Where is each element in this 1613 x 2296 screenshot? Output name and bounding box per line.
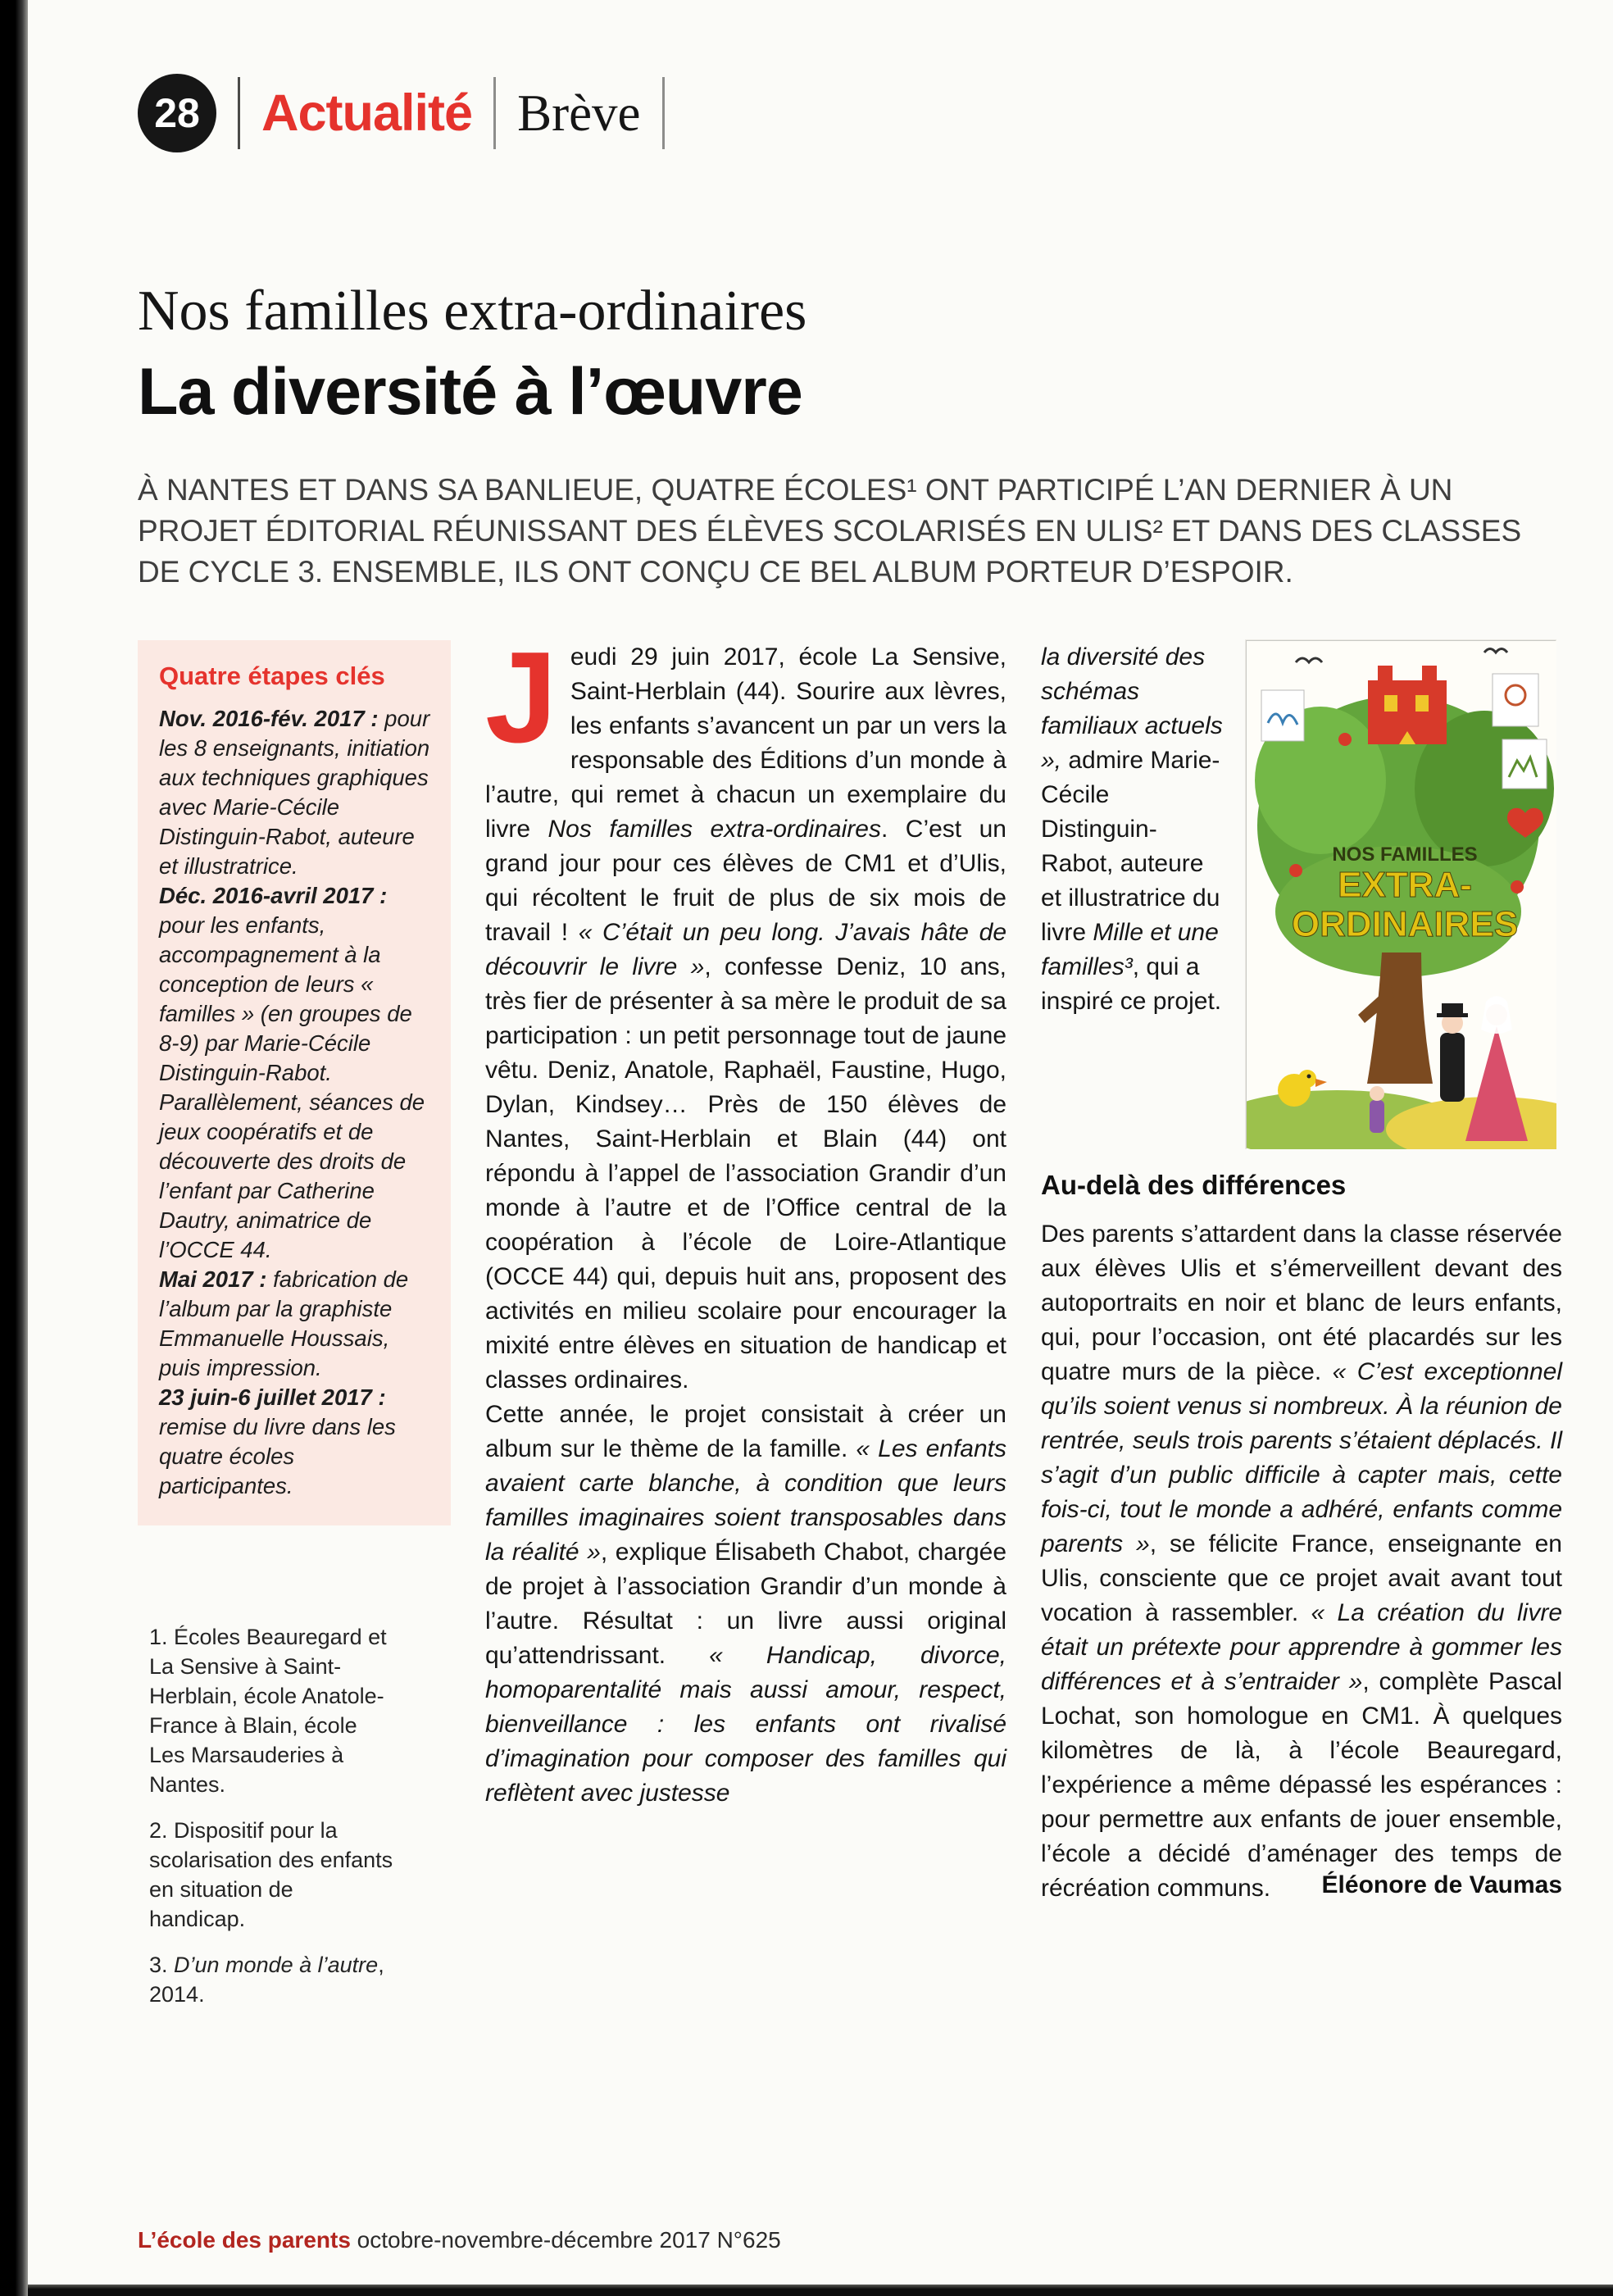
footnote-3: 3. D’un monde à l’autre, 2014. xyxy=(149,1953,384,2007)
middle-column xyxy=(485,625,1007,2025)
key-step-item xyxy=(159,881,431,1265)
drop-cap: J xyxy=(485,625,557,770)
key-step-item xyxy=(159,704,431,881)
scan-edge-bottom xyxy=(0,2285,1613,2296)
footnotes xyxy=(149,1622,395,2009)
article-headline: La diversité à l’œuvre xyxy=(138,355,802,429)
author-byline: Éléonore de Vaumas xyxy=(1321,1871,1562,1898)
section-label: Actualité xyxy=(261,84,473,142)
key-steps-title: Quatre étapes clés xyxy=(159,662,385,690)
right-column xyxy=(1041,640,1562,2025)
right-top-block xyxy=(1041,640,1562,1148)
article-paragraph-2: Cette année, le projet consistait à créer un album sur le thème de la famille. « Les enfants avaient carte blanche, à condition que leurs familles imaginaires soient transposables dans la réalité », explique Élisabeth Chabot, chargée de projet à l’association Grandir d’un monde à l’autre. Résultat : un livre aussi original qu’attendrissant. « Handicap, divorce, homoparentalité mais aussi amour, respect, bienveillance : les enfants ont rivalisé d’imagination pour composer des familles qui reflètent avec justesse xyxy=(485,1401,1007,1807)
key-step-date: Déc. 2016-avril 2017 : xyxy=(159,883,388,908)
article-kicker: Nos familles extra-ordinaires xyxy=(138,280,807,343)
book-title-line-2: EXTRA- xyxy=(1338,865,1472,905)
left-column xyxy=(138,640,451,2025)
key-steps-box xyxy=(138,640,451,1525)
key-step-date: Nov. 2016-fév. 2017 : xyxy=(159,706,379,731)
key-step-text: fabrication de l’album par la graphiste Emmanuelle Houssais, puis impression. xyxy=(159,1266,409,1380)
page-footer xyxy=(138,2227,781,2253)
header-divider xyxy=(493,77,496,149)
key-step-item xyxy=(159,1265,431,1383)
header-divider xyxy=(238,77,240,149)
key-step-item xyxy=(159,1383,431,1501)
book-title-line-3: ORDINAIRES xyxy=(1291,904,1519,944)
key-step-date: Mai 2017 : xyxy=(159,1266,267,1292)
key-step-text: pour les enfants, accompagnement à la conception de leurs « familles » (en groupes de 8-9) par Marie-Cécile Distinguin-Rabot. Parallèlement, séances de jeux coopératifs et de découverte des droits de l’enfant par Catherine Dautry, animatrice de l’OCCE 44. xyxy=(159,912,425,1262)
book-cover-image xyxy=(1246,640,1556,1148)
article-columns xyxy=(138,625,1563,2025)
article-standfirst: À NANTES ET DANS SA BANLIEUE, QUATRE ÉCOLES¹ ONT PARTICIPÉ L’AN DERNIER À UN PROJET ÉDITORIAL RÉUNISSANT DES ÉLÈVES SCOLARISÉS EN ULIS² ET DANS DES CLASSES DE CYCLE 3. ENSEMBLE, ILS ONT CONÇU CE BEL ALBUM PORTEUR D’ESPOIR. xyxy=(138,473,1522,589)
book-cover-illustration xyxy=(1247,641,1556,1149)
footnote-2: 2. Dispositif pour la scolarisation des enfants en situation de handicap. xyxy=(149,1818,393,1931)
article-paragraph-4: Des parents s’attardent dans la classe réservée aux élèves Ulis et s’émerveillent devant des autoportraits en noir et blanc de leurs enfants, qui, pour l’occasion, ont été placardés sur les quatre murs de la pièce. « C’est exceptionnel qu’ils soient venus si nombreux. À la réunion de rentrée, seuls trois parents s’étaient déplacés. Il s’agit d’un public difficile à capter mais, cette fois-ci, tout le monde a adhéré, enfants comme parents », se félicite France, enseignante en Ulis, consciente que ce projet avait avant tout vocation à rassembler. « La création du livre était un prétexte pour apprendre à gommer les différences et à s’entraider », complète Pascal Lochat, son homologue en CM1. À quelques kilomètres de là, à l’école Beauregard, l’expérience a même dépassé les espérances : pour permettre aux enfants de jouer ensemble, l’école a décidé d’aménager des temps de récréation communs. xyxy=(1041,1221,1563,1902)
footnote-1: 1. Écoles Beauregard et La Sensive à Saint-Herblain, école Anatole-France à Blain, école Les Marsauderies à Nantes. xyxy=(149,1625,387,1797)
rubric-label: Brève xyxy=(517,84,641,142)
book-title-line-1: NOS FAMILLES xyxy=(1332,843,1478,866)
key-step-text: pour les 8 enseignants, initiation aux techniques graphiques avec Marie-Cécile Distinguin-Rabot, auteure et illustratrice. xyxy=(159,706,430,879)
key-step-date: 23 juin-6 juillet 2017 : xyxy=(159,1384,386,1410)
paragraph-text: eudi 29 juin 2017, école La Sensive, Saint-Herblain (44). Sourire aux lèvres, les enfants s’avancent un par un vers la responsable des Éditions d’un monde à l’autre, qui remet à chacun un exemplaire du livre Nos familles extra-ordinaires. C’est un grand jour pour ces élèves de CM1 et d’Ulis, qui récoltent le fruit de plus de six mois de travail ! « C’était un peu long. J’avais hâte de découvrir le livre », confesse Deniz, 10 ans, très fier de présenter à sa mère le produit de sa participation : un petit personnage tout de jaune vêtu. Deniz, Anatole, Raphaël, Faustine, Hugo, Dylan, Kindsey… Près de 150 élèves de Nantes, Saint-Herblain et Blain (44) ont répondu à l’appel de l’association Grandir d’un monde à l’autre et de l’Office central de la coopération à l’école de Loire-Atlantique (OCCE 44) qui, depuis huit ans, proposent des activités en milieu scolaire pour encourager la mixité entre élèves en situation de handicap et classes ordinaires. xyxy=(485,643,1007,1394)
page-header xyxy=(138,72,1562,154)
section-subhead: Au-delà des différences xyxy=(1041,1170,1347,1200)
issue-info: octobre-novembre-décembre 2017 N°625 xyxy=(350,2227,781,2253)
article-paragraph-3: la diversité des schémas familiaux actuels », admire Marie-Cécile Distinguin-Rabot, auteure et illustratrice du livre Mille et une familles³, qui a inspiré ce projet. xyxy=(1041,643,1223,1015)
article-paragraph-1 xyxy=(485,625,1007,1398)
page-number: 28 xyxy=(154,90,200,136)
magazine-name: L’école des parents xyxy=(138,2227,351,2253)
scan-edge-left xyxy=(0,0,28,2296)
page-number-badge xyxy=(138,74,216,152)
key-step-text: remise du livre dans les quatre écoles participantes. xyxy=(159,1414,396,1498)
header-divider xyxy=(662,77,665,149)
